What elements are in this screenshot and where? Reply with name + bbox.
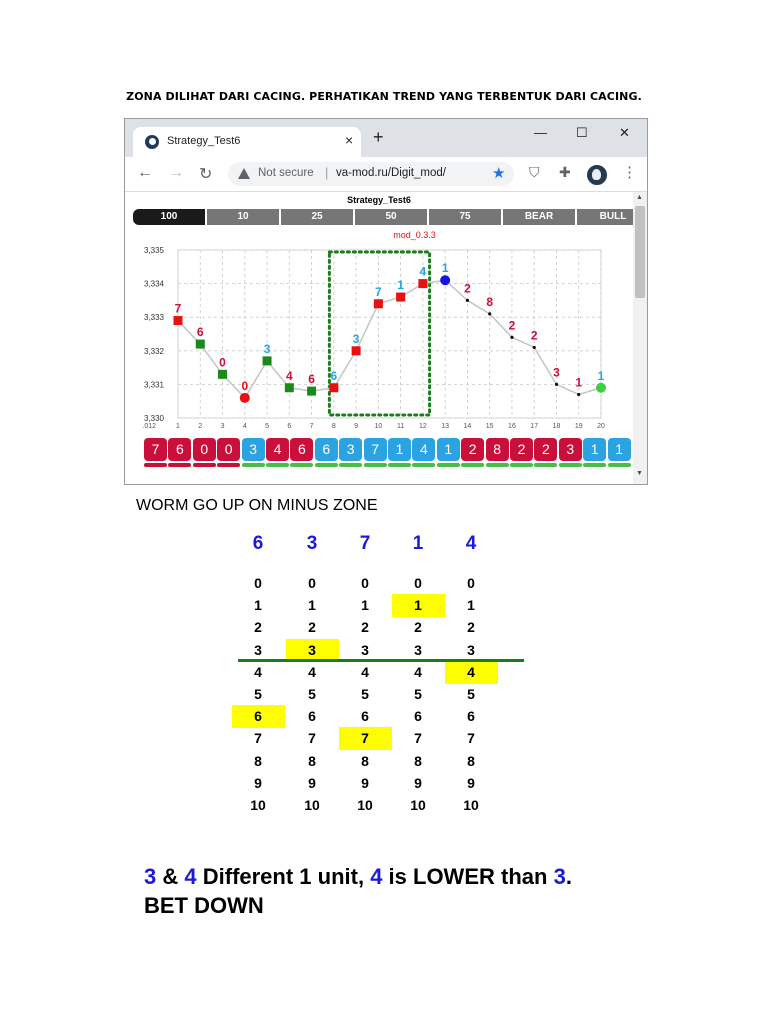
- digit-bar: [461, 463, 484, 467]
- new-tab-button[interactable]: +: [373, 127, 384, 147]
- digit-chart: [125, 228, 633, 428]
- page-content: [125, 192, 647, 484]
- scroll-thumb[interactable]: [635, 206, 645, 298]
- worm-header-digit: 7: [359, 533, 371, 554]
- worm-grid-number: 8: [361, 752, 369, 769]
- digit-chip: 7: [364, 438, 387, 461]
- timeframe-button-bull[interactable]: BULL: [577, 209, 648, 225]
- worm-grid-number: 8: [308, 752, 316, 769]
- data-label: 8: [486, 294, 494, 309]
- worm-grid-number: 4: [308, 663, 316, 680]
- worm-grid-number: 7: [467, 730, 475, 747]
- worm-grid-number: 3: [361, 641, 369, 658]
- worm-grid-number: 2: [308, 619, 316, 636]
- summary-digit-a: 3: [144, 864, 157, 889]
- worm-grid-number: 7: [308, 730, 316, 747]
- address-bar[interactable]: [228, 162, 514, 186]
- worm-grid-number: 8: [254, 752, 262, 769]
- digit-chip: 8: [486, 438, 509, 461]
- menu-icon[interactable]: ⋮: [622, 164, 637, 181]
- worm-grid-number: 10: [357, 797, 373, 813]
- worm-grid-number: 2: [254, 619, 262, 636]
- data-point-circle: [596, 383, 606, 393]
- worm-grid-number: 3: [414, 641, 422, 658]
- browser-window: [124, 118, 648, 485]
- data-point-square: [396, 293, 405, 302]
- worm-grid-number: 6: [308, 708, 316, 725]
- tab-strategy[interactable]: [133, 127, 361, 157]
- worm-grid-number: 1: [467, 597, 475, 614]
- worm-grid-number: 2: [467, 619, 475, 636]
- worm-grid-number: 5: [308, 686, 316, 702]
- worm-grid-number: 3: [308, 641, 316, 658]
- digit-chip: 2: [461, 438, 484, 461]
- data-point-square: [285, 383, 294, 392]
- y-tick-label: 3,331: [143, 380, 164, 390]
- favicon-icon: [145, 135, 159, 149]
- data-label: 1: [397, 278, 404, 293]
- worm-grid-number: 5: [414, 686, 422, 702]
- data-point-dot: [577, 393, 580, 396]
- summary-text-2: is LOWER than: [382, 864, 554, 889]
- bookmark-star-icon[interactable]: ★: [492, 165, 506, 182]
- digit-bar: [290, 463, 313, 467]
- digit-bar: [315, 463, 338, 467]
- summary-text-1: Different 1 unit,: [196, 864, 371, 889]
- worm-grid-number: 9: [414, 774, 422, 791]
- worm-grid-number: 7: [254, 730, 262, 747]
- forward-button[interactable]: →: [168, 164, 184, 181]
- x-tick-label: 14: [463, 423, 472, 428]
- scroll-up-icon[interactable]: ▲: [636, 194, 643, 201]
- worm-grid-number: 10: [410, 797, 426, 813]
- data-label: 0: [241, 378, 249, 393]
- summary-digit-b: 4: [184, 864, 197, 889]
- worm-grid-number: 5: [254, 686, 262, 702]
- data-point-square: [418, 279, 427, 288]
- scroll-down-icon[interactable]: ▼: [636, 470, 643, 477]
- data-label: 6: [330, 368, 338, 383]
- worm-grid-number: 0: [414, 575, 422, 591]
- x-tick-label: 7: [309, 423, 314, 428]
- data-label: 3: [352, 331, 360, 346]
- summary-amp: &: [156, 864, 185, 889]
- x-tick-label: 6: [287, 423, 292, 428]
- data-point-square: [218, 370, 227, 379]
- data-point-dot: [510, 336, 513, 339]
- digit-chip: 1: [388, 438, 411, 461]
- worm-header-digit: 3: [306, 533, 318, 554]
- worm-grid-number: 3: [254, 641, 262, 658]
- bet-down-text: BET DOWN: [144, 893, 264, 918]
- data-label: 7: [375, 284, 382, 299]
- data-label: 4: [419, 264, 427, 279]
- timeframe-button-75[interactable]: 75: [429, 209, 501, 225]
- worm-grid-number: 9: [467, 774, 475, 791]
- data-point-dot: [466, 299, 469, 302]
- url-text[interactable]: va-mod.ru/Digit_mod/: [336, 167, 446, 179]
- data-point-square: [196, 340, 205, 349]
- digit-chip: 2: [534, 438, 557, 461]
- y-tick-label: 3,335: [143, 246, 164, 255]
- data-label: 4: [285, 368, 293, 383]
- browser-toolbar: [125, 157, 647, 192]
- worm-title: WORM GO UP ON MINUS ZONE: [136, 497, 378, 514]
- y-tick-cut-label: ,012: [142, 423, 156, 428]
- worm-grid-number: 8: [414, 752, 422, 769]
- digit-chip: 3: [242, 438, 265, 461]
- x-tick-label: 4: [242, 423, 247, 428]
- tab-strip: [125, 119, 647, 157]
- digit-chip: 1: [437, 438, 460, 461]
- worm-grid-number: 6: [414, 708, 422, 725]
- summary-line: [144, 864, 572, 890]
- digit-chip: 6: [315, 438, 338, 461]
- worm-grid-number: 5: [467, 686, 475, 702]
- digit-bar: [364, 463, 387, 467]
- page-title: Strategy_Test6: [347, 195, 411, 205]
- worm-grid-number: 4: [467, 663, 475, 680]
- worm-grid-number: 0: [254, 575, 262, 591]
- digit-chip: 2: [510, 438, 533, 461]
- x-tick-label: 12: [418, 423, 427, 428]
- x-tick-label: 19: [574, 423, 583, 428]
- x-tick-label: 3: [220, 423, 225, 428]
- worm-grid-number: 10: [463, 797, 479, 813]
- digit-chip: 7: [144, 438, 167, 461]
- digit-bar: [266, 463, 289, 467]
- data-point-dot: [555, 383, 558, 386]
- x-tick-label: 16: [508, 423, 516, 428]
- data-label: 1: [597, 368, 605, 383]
- x-tick-label: 15: [485, 423, 494, 428]
- digit-bar: [193, 463, 216, 467]
- chart-title: mod_0.3.3: [393, 230, 436, 240]
- close-window-button[interactable]: ✕: [619, 125, 630, 140]
- puzzle-icon[interactable]: ✚: [559, 164, 571, 180]
- worm-grid-number: 6: [254, 708, 262, 725]
- data-label: 6: [196, 325, 204, 340]
- digit-chip: 6: [168, 438, 191, 461]
- timeframe-button-25[interactable]: 25: [281, 209, 353, 225]
- timeframe-button-100[interactable]: 100: [133, 209, 205, 225]
- not-secure-label: Not secure: [258, 167, 314, 179]
- worm-grid-number: 1: [414, 597, 422, 614]
- y-tick-label: 3,330: [143, 414, 164, 423]
- summary-digit-d: 3: [553, 864, 566, 889]
- worm-grid-number: 9: [308, 774, 316, 791]
- x-tick-label: 10: [374, 423, 383, 428]
- maximize-button[interactable]: ☐: [576, 125, 588, 140]
- digit-chip: 3: [559, 438, 582, 461]
- tab-title: Strategy_Test6: [167, 135, 241, 147]
- y-tick-label: 3,334: [143, 279, 164, 289]
- digit-chip: 0: [217, 438, 240, 461]
- worm-header-digit: 6: [252, 533, 264, 554]
- worm-grid-number: 4: [254, 663, 262, 680]
- digit-bar: [534, 463, 557, 467]
- worm-grid-number: 0: [467, 575, 475, 591]
- worm-header-digit: 4: [465, 533, 477, 554]
- worm-grid-number: 2: [414, 619, 422, 636]
- data-label: 1: [441, 261, 449, 276]
- worm-header-digit: 1: [412, 533, 424, 554]
- worm-grid-number: 4: [414, 663, 422, 680]
- worm-grid-number: 2: [361, 619, 369, 636]
- tab-close-icon[interactable]: ×: [345, 132, 354, 148]
- summary-digit-c: 4: [370, 864, 383, 889]
- data-label: 2: [530, 328, 538, 343]
- worm-grid-number: 6: [361, 708, 369, 725]
- digit-bar: [510, 463, 533, 467]
- digit-bar: [242, 463, 265, 467]
- data-label: 6: [308, 372, 315, 387]
- zone-line: [238, 659, 524, 662]
- digit-chip: 3: [339, 438, 362, 461]
- timeframe-button-bear[interactable]: BEAR: [503, 209, 575, 225]
- back-button[interactable]: ←: [137, 164, 153, 181]
- x-tick-label: 5: [265, 423, 270, 428]
- worm-grid-number: 10: [250, 797, 266, 813]
- data-label: 0: [219, 355, 226, 370]
- y-tick-label: 3,332: [143, 346, 164, 356]
- worm-grid-number: 5: [361, 686, 369, 702]
- worm-grid-number: 0: [308, 575, 316, 591]
- x-tick-label: 17: [530, 423, 539, 428]
- worm-grid-number: 10: [304, 797, 320, 813]
- digit-chip: 0: [193, 438, 216, 461]
- warning-icon: [238, 168, 250, 179]
- x-tick-label: 13: [441, 423, 450, 428]
- worm-grid-number: 3: [467, 641, 475, 658]
- worm-grid-number: 0: [361, 575, 369, 591]
- data-point-square: [374, 299, 383, 308]
- x-tick-label: 11: [396, 423, 405, 428]
- digit-bar: [217, 463, 240, 467]
- data-point-dot: [488, 312, 491, 315]
- digit-chip: 4: [412, 438, 435, 461]
- url-separator: |: [325, 165, 329, 180]
- digit-bar: [583, 463, 606, 467]
- x-tick-label: 18: [552, 423, 561, 428]
- timeframe-button-10[interactable]: 10: [207, 209, 279, 225]
- digit-bar: [388, 463, 411, 467]
- scrollbar[interactable]: [633, 192, 647, 484]
- digit-chip: 6: [290, 438, 313, 461]
- digit-bar: [412, 463, 435, 467]
- data-label: 3: [553, 365, 560, 380]
- x-tick-label: 1: [176, 423, 180, 428]
- page-heading: ZONA DILIHAT DARI CACING. PERHATIKAN TREND YANG TERBENTUK DARI CACING.: [126, 90, 642, 103]
- shield-icon[interactable]: ⛉: [529, 164, 540, 180]
- summary-dot: .: [565, 864, 572, 889]
- y-tick-label: 3,333: [143, 313, 164, 323]
- profile-avatar[interactable]: [586, 164, 608, 186]
- data-label: 2: [464, 281, 471, 296]
- reload-button[interactable]: ↻: [199, 166, 213, 183]
- digit-bar: [486, 463, 509, 467]
- worm-grid-number: 6: [467, 708, 475, 725]
- digit-bar: [559, 463, 582, 467]
- data-label: 1: [575, 375, 583, 390]
- data-label: 7: [174, 301, 182, 316]
- data-label: 2: [508, 318, 516, 333]
- x-tick-label: 20: [597, 423, 605, 428]
- worm-grid-number: 8: [467, 752, 475, 769]
- data-point-dot: [533, 346, 536, 349]
- data-label: 3: [263, 341, 271, 356]
- worm-grid-number: 1: [308, 597, 316, 614]
- data-point-square: [307, 387, 316, 396]
- data-point-square: [263, 356, 272, 365]
- worm-grid-number: 7: [414, 730, 422, 747]
- digit-chip: 1: [608, 438, 631, 461]
- timeframe-button-50[interactable]: 50: [355, 209, 427, 225]
- x-tick-label: 8: [331, 423, 336, 428]
- minimize-button[interactable]: —: [534, 125, 547, 140]
- worm-grid-number: 4: [361, 663, 369, 680]
- worm-grid-number: 9: [361, 774, 369, 791]
- worm-grid-number: 7: [361, 730, 369, 747]
- digit-chip: 4: [266, 438, 289, 461]
- worm-grid-number: 9: [254, 774, 262, 791]
- digit-bar: [608, 463, 631, 467]
- digit-bar: [339, 463, 362, 467]
- x-tick-label: 9: [354, 423, 359, 428]
- worm-grid-number: 1: [254, 597, 262, 614]
- x-tick-label: 2: [198, 423, 203, 428]
- worm-grid-number: 1: [361, 597, 369, 614]
- data-point-square: [352, 346, 361, 355]
- digit-bar: [144, 463, 167, 467]
- digit-bar: [168, 463, 191, 467]
- data-point-circle: [240, 393, 250, 403]
- digit-bar: [437, 463, 460, 467]
- data-point-circle: [440, 275, 450, 285]
- data-point-square: [329, 383, 338, 392]
- data-point-square: [174, 316, 183, 325]
- digit-chip: 1: [583, 438, 606, 461]
